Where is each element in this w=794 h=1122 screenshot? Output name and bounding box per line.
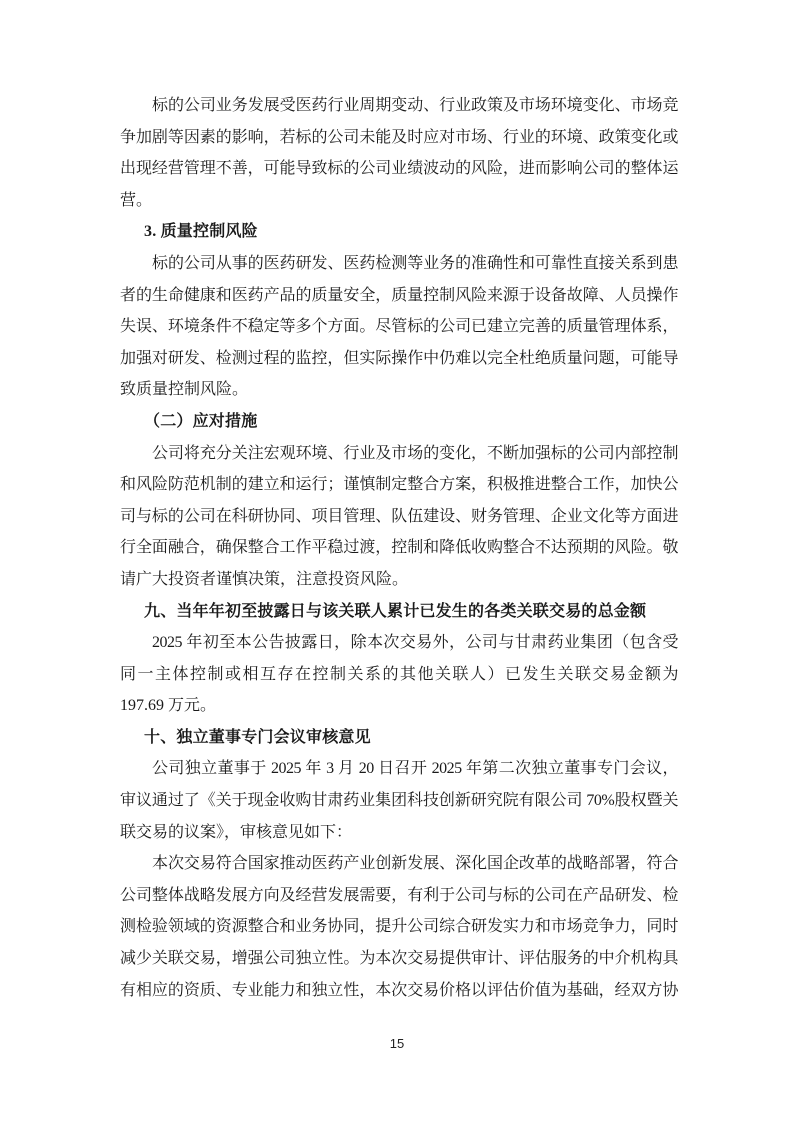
text-line: 公司将充分关注宏观环境、行业及市场的变化，不断加强标的公司内部控制 [152,444,678,462]
section-heading-cumulative-related-transactions: 九、当年年初至披露日与该关联人累计已发生的各类关联交易的总金额 [144,602,647,620]
text-line: 联交易的议案》，审核意见如下： [120,823,353,841]
text-line: 和风险防范机制的建立和运行；谨慎制定整合方案，积极推进整合工作，加快公 [120,476,678,494]
text-line: 加强对研发、检测过程的监控，但实际操作中仍难以完全杜绝质量问题，可能导 [120,349,678,367]
text-line: 有相应的资质、专业能力和独立性，本次交易价格以评估价值为基础，经双方协 [120,981,678,999]
text-line: 测检验领域的资源整合和业务协同，提升公司综合研发实力和市场竞争力，同时 [120,918,678,936]
text-line: 行全面融合，确保整合工作平稳过渡，控制和降低收购整合不达预期的风险。敬 [120,539,678,557]
text-line: 失误、环境条件不稳定等多个方面。尽管标的公司已建立完善的质量管理体系， [120,318,678,336]
text-line: 197.69 万元。 [120,697,217,715]
text-line: 2025 年初至本公告披露日，除本次交易外，公司与甘肃药业集团（包含受 [152,634,678,652]
paragraph [120,248,678,406]
paragraph [120,438,678,596]
section-heading-countermeasures: （二）应对措施 [144,412,258,430]
section-heading-quality-control-risk: 3. 质量控制风险 [144,223,258,241]
text-line: 标的公司从事的医药研发、医药检测等业务的准确性和可靠性直接关系到患 [152,254,678,272]
paragraph [120,627,678,722]
text-line: 出现经营管理不善，可能导致标的公司业绩波动的风险，进而影响公司的整体运 [120,160,678,178]
text-line: 争加剧等因素的影响，若标的公司未能及时应对市场、行业的环境、政策变化或 [120,128,678,146]
text-line: 营。 [120,191,153,209]
text-line: 本次交易符合国家推动医药产业创新发展、深化国企改革的战略部署，符合 [152,855,678,873]
document-body [120,90,678,1006]
text-line: 司与标的公司在科研协同、项目管理、队伍建设、财务管理、企业文化等方面进 [120,507,678,525]
text-line: 公司独立董事于 2025 年 3 月 20 日召开 2025 年第二次独立董事专门会议， [152,760,678,778]
paragraph [120,848,678,1006]
page-number: 15 [389,1036,405,1051]
text-line: 标的公司业务发展受医药行业周期变动、行业政策及市场环境变化、市场竞 [152,97,678,114]
text-line: 同一主体控制或相互存在控制关系的其他关联人）已发生关联交易金额为 [120,665,678,683]
text-line: 审议通过了《关于现金收购甘肃药业集团科技创新研究院有限公司 70%股权暨关 [120,792,678,810]
text-line: 者的生命健康和医药产品的质量安全，质量控制风险来源于设备故障、人员操作 [120,286,678,304]
text-line: 减少关联交易，增强公司独立性。为本次交易提供审计、评估服务的中介机构具 [120,950,678,968]
text-line: 公司整体战略发展方向及经营发展需要，有利于公司与标的公司在产品研发、检 [120,886,678,904]
text-line: 请广大投资者谨慎决策，注意投资风险。 [120,570,409,588]
paragraph [120,753,678,848]
text-line: 致质量控制风险。 [120,381,249,399]
paragraph [120,90,678,216]
section-heading-independent-directors-opinion: 十、独立董事专门会议审核意见 [144,728,371,746]
